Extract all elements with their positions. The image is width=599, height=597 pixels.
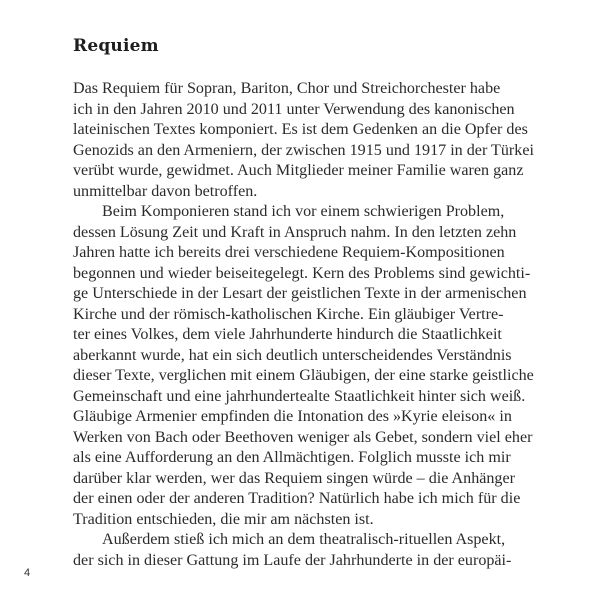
text-line: aberkannt wurde, hat ein sich deutlich unterscheidendes Verständnis xyxy=(73,346,512,364)
text-line: begonnen und wieder beiseitegelegt. Kern des Problems sind gewichti- xyxy=(73,264,531,282)
text-line: ich in den Jahren 2010 und 2011 unter Verwendung des kanonischen xyxy=(73,100,515,118)
text-line: dessen Lösung Zeit und Kraft in Anspruch nahm. In den letzten zehn xyxy=(73,223,517,241)
text-line: ter eines Volkes, dem viele Jahrhunderte hindurch die Staatlichkeit xyxy=(73,326,502,343)
text-line: Kirche und der römisch-katholischen Kirche. Ein gläubiger Vertre- xyxy=(73,305,504,323)
text-line: dieser Texte, verglichen mit einem Gläubigen, der eine starke geistliche xyxy=(73,367,534,384)
text-line: als eine Aufforderung an den Allmächtigen. Folglich musste ich mir xyxy=(73,449,511,466)
text-line: Werken von Bach oder Beethoven weniger als Gebet, sondern viel eher xyxy=(73,428,533,446)
text-line: Beim Komponieren stand ich vor einem schwierigen Problem, xyxy=(102,203,505,220)
text-line: der einen oder der anderen Tradition? Natürlich habe ich mich für die xyxy=(73,490,521,507)
text-line: der sich in dieser Gattung im Laufe der Jahrhunderte in der europäi- xyxy=(73,551,512,569)
text-line: darüber klar werden, wer das Requiem singen würde – die Anhänger xyxy=(73,469,515,487)
text-line: ge Unterschiede in der Lesart der geistlichen Texte in der armenischen xyxy=(73,285,527,302)
text-line: Genozids an den Armeniern, der zwischen 1915 und 1917 in der Türkei xyxy=(73,141,534,159)
text-line: verübt wurde, gewidmet. Auch Mitglieder meiner Familie waren ganz xyxy=(73,162,524,179)
section-heading: Requiem xyxy=(73,36,159,56)
text-line: Jahren hatte ich bereits drei verschiedene Requiem-Kompositionen xyxy=(73,244,505,261)
text-line: lateinischen Textes komponiert. Es ist dem Gedenken an die Opfer des xyxy=(73,121,528,138)
page-number: 4 xyxy=(24,567,31,579)
text-line: unmittelbar davon betroffen. xyxy=(73,182,258,200)
text-line: Außerdem stieß ich mich an dem theatralisch-rituellen Aspekt, xyxy=(102,531,506,548)
text-line: Gläubige Armenier empfinden die Intonation des »Kyrie eleison« in xyxy=(73,408,512,425)
text-line: Tradition entschieden, die mir am nächsten ist. xyxy=(73,510,374,528)
text-line: Das Requiem für Sopran, Bariton, Chor und Streichorchester habe xyxy=(73,80,501,97)
body-text xyxy=(73,79,543,571)
text-line: Gemeinschaft und eine jahrhundertealte Staatlichkeit hinter sich weiß. xyxy=(73,387,526,405)
